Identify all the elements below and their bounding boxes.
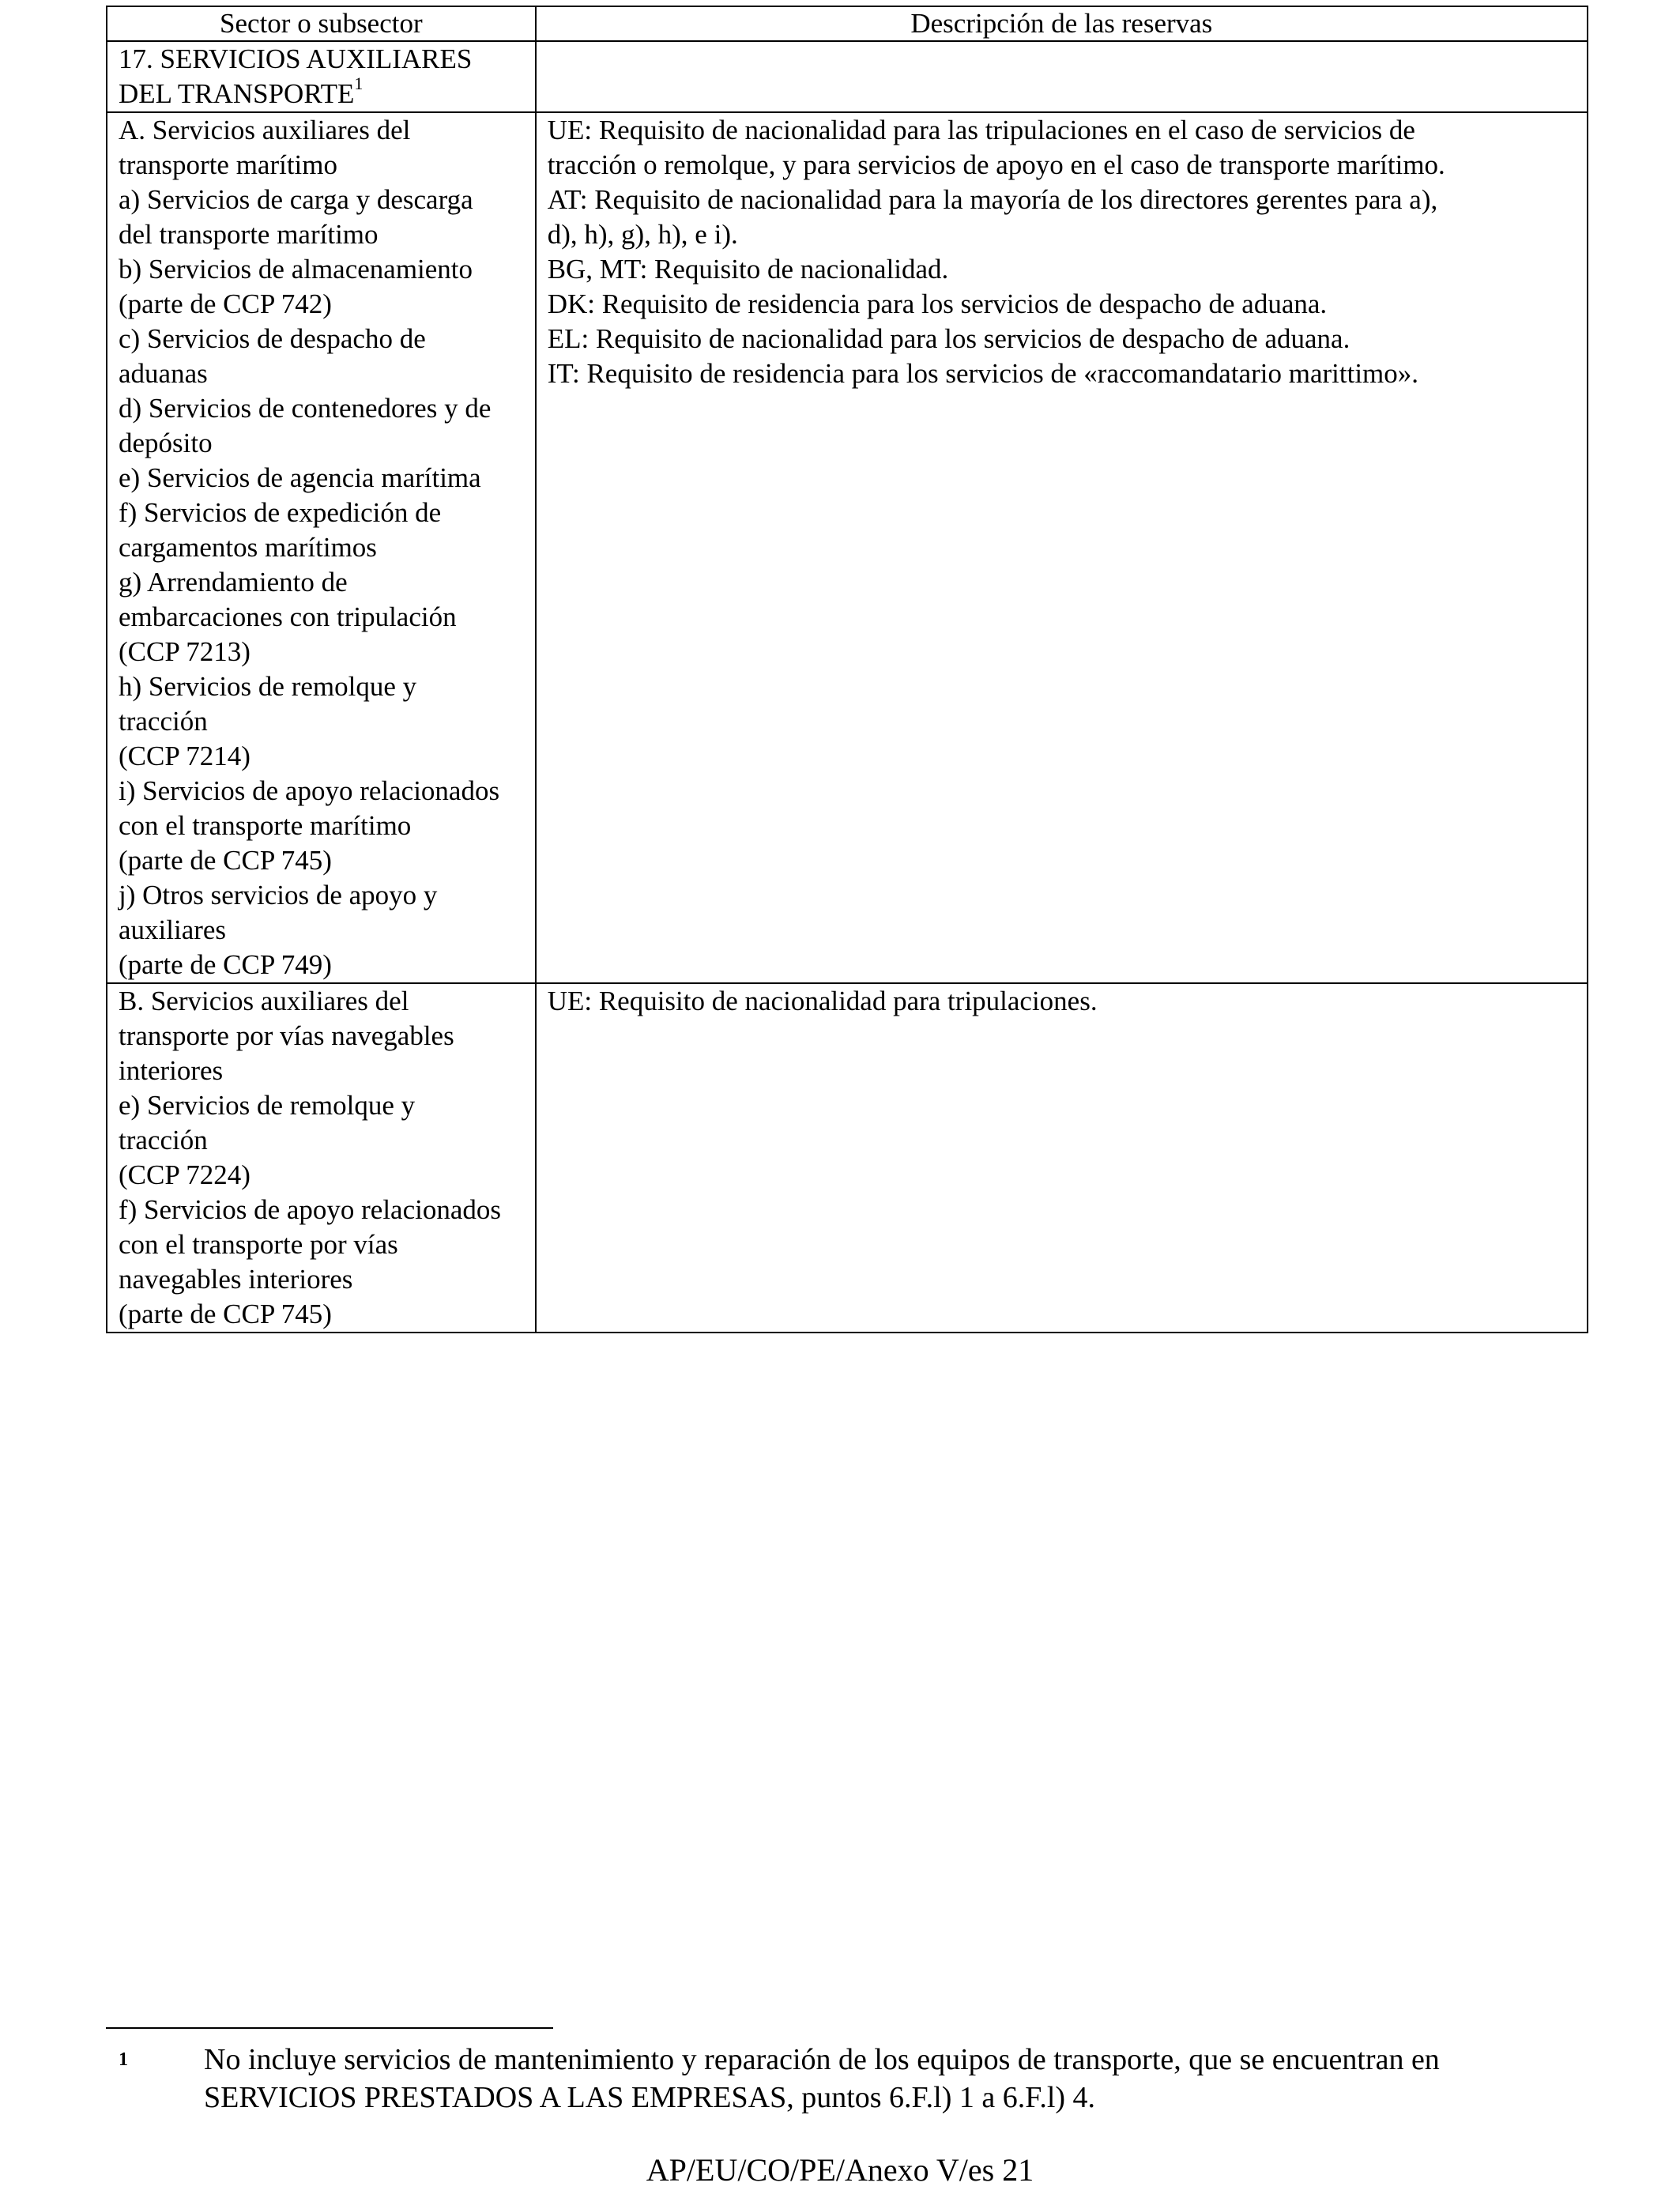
sector-cell — [107, 983, 536, 1333]
description-line: d), h), g), h), e i). — [547, 219, 738, 250]
footnote-line2: SERVICIOS PRESTADOS A LAS EMPRESAS, puntos 6.F.l) 1 a 6.F.l) 4. — [204, 2081, 1096, 2114]
footnote-text — [204, 2041, 1591, 2117]
description-line: UE: Requisito de nacionalidad para tripulaciones. — [547, 986, 1098, 1016]
sector-line: e) Servicios de agencia marítima — [119, 462, 481, 493]
sector-line: transporte por vías navegables — [119, 1020, 454, 1051]
description-line: AT: Requisito de nacionalidad para la mayoría de los directores gerentes para a), — [547, 184, 1438, 215]
table-row — [107, 983, 1588, 1333]
sector-line: B. Servicios auxiliares del — [119, 986, 409, 1016]
sector-line: tracción — [119, 706, 208, 737]
description-cell — [536, 112, 1588, 983]
description-cell — [536, 983, 1588, 1333]
sector-line: i) Servicios de apoyo relacionados — [119, 775, 500, 806]
sector-line: (CCP 7224) — [119, 1159, 250, 1190]
column-header-sector: Sector o subsector — [107, 6, 536, 41]
sector-line: auxiliares — [119, 914, 227, 945]
footnote-separator — [106, 2027, 553, 2029]
reservations-table — [106, 6, 1588, 1333]
sector-line: con el transporte marítimo — [119, 810, 412, 841]
section-title-cell — [107, 41, 536, 112]
sector-line: h) Servicios de remolque y — [119, 671, 417, 702]
description-line: DK: Requisito de residencia para los servicios de despacho de aduana. — [547, 288, 1328, 319]
column-header-description: Descripción de las reservas — [536, 6, 1588, 41]
sector-line: aduanas — [119, 358, 208, 389]
section-title-line2 — [119, 74, 524, 111]
sector-line: g) Arrendamiento de — [119, 567, 348, 598]
description-line: UE: Requisito de nacionalidad para las tripulaciones en el caso de servicios de — [547, 115, 1415, 145]
sector-line: e) Servicios de remolque y — [119, 1090, 416, 1121]
section-title-line1: 17. SERVICIOS AUXILIARES — [119, 43, 473, 74]
sector-line: cargamentos marítimos — [119, 532, 377, 563]
sector-line: (parte de CCP 745) — [119, 1299, 332, 1329]
sector-line: d) Servicios de contenedores y de — [119, 393, 492, 424]
sector-cell — [107, 112, 536, 983]
sector-line: (parte de CCP 742) — [119, 288, 332, 319]
sector-line: a) Servicios de carga y descarga — [119, 184, 473, 215]
sector-line: (parte de CCP 749) — [119, 949, 332, 980]
footnote-line1: No incluye servicios de mantenimiento y reparación de los equipos de transporte, que se encuentran en — [204, 2043, 1440, 2076]
description-line: IT: Requisito de residencia para los servicios de «raccomandatario marittimo». — [547, 358, 1419, 389]
sector-line: interiores — [119, 1055, 224, 1086]
sector-line: b) Servicios de almacenamiento — [119, 254, 473, 285]
sector-line: depósito — [119, 428, 213, 458]
table-header-row — [107, 6, 1588, 41]
sector-line: (parte de CCP 745) — [119, 845, 332, 876]
footnote — [106, 2041, 1591, 2117]
sector-line: navegables interiores — [119, 1264, 353, 1295]
sector-line: del transporte marítimo — [119, 219, 379, 250]
sector-line: f) Servicios de expedición de — [119, 497, 442, 528]
footnote-reference: 1 — [354, 74, 363, 94]
sector-line: con el transporte por vías — [119, 1229, 398, 1260]
description-line: BG, MT: Requisito de nacionalidad. — [547, 254, 949, 285]
section-description-cell — [536, 41, 1588, 112]
section-title-text: DEL TRANSPORTE — [119, 78, 355, 109]
sector-line: tracción — [119, 1125, 208, 1155]
description-line: tracción o remolque, y para servicios de apoyo en el caso de transporte marítimo. — [547, 149, 1445, 180]
page-identifier: AP/EU/CO/PE/Anexo V/es 21 — [646, 2152, 1034, 2188]
sector-line: embarcaciones con tripulación — [119, 601, 457, 632]
description-line: EL: Requisito de nacionalidad para los servicios de despacho de aduana. — [547, 323, 1350, 354]
sector-line: A. Servicios auxiliares del — [119, 115, 411, 145]
footnote-mark: 1 — [119, 2049, 128, 2070]
sector-line: (CCP 7213) — [119, 636, 250, 667]
sector-line: c) Servicios de despacho de — [119, 323, 426, 354]
sector-line: transporte marítimo — [119, 149, 338, 180]
sector-line: f) Servicios de apoyo relacionados — [119, 1194, 502, 1225]
sector-line: (CCP 7214) — [119, 741, 250, 771]
table-row — [107, 112, 1588, 983]
sector-line: j) Otros servicios de apoyo y — [119, 880, 438, 910]
section-title-row — [107, 41, 1588, 112]
